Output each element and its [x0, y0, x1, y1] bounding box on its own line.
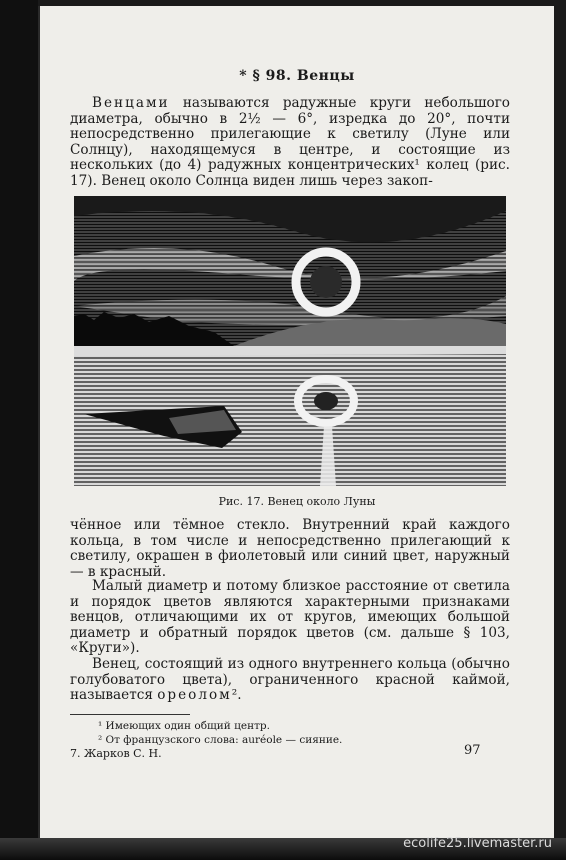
- footnote-2: ² От французского слова: auréole — сияние.: [98, 734, 343, 746]
- paragraph-1: [70, 96, 510, 190]
- watermark-text: ecolife25.livemaster.ru: [403, 836, 552, 851]
- paragraph-2: чённое или тёмное стекло. Внутренний край каждого кольца, в том числе и непосредственно прилегающий к светилу, окрашен в фиолетовый или синий цвет, наружный — в красный.: [70, 517, 510, 580]
- paragraph-4-note: ².: [231, 687, 242, 704]
- footnote-1: ¹ Имеющих один общий центр.: [98, 720, 270, 732]
- term-oreol: ореолом: [157, 687, 232, 704]
- signature-mark: 7. Жарков С. Н.: [70, 747, 162, 760]
- footnotes: [70, 714, 510, 747]
- book-spine-shadow: [0, 0, 38, 860]
- paragraph-1-text: называются радужные круги небольшого диаметра, обычно в 2½ — 6°, изредка до 20°, почти непосредственно прилегающие к светилу (Луне или Солнцу), находящемуся в центре, и состоящие из нескольких (до 4) радужных концентрических¹ колец (рис. 17). Венец около Солнца виден лишь через закоп-: [70, 95, 510, 189]
- moon-reflection: [314, 392, 338, 410]
- paragraph-4-text: Венец, состоящий из одного внутреннего кольца (обычно голубоватого цвета), ограниченного красной каймой, называется: [70, 656, 510, 704]
- figure-caption: Рис. 17. Венец около Луны: [218, 495, 376, 508]
- moon-disc: [310, 266, 342, 298]
- paragraph-3: Малый диаметр и потому близкое расстояние от светила и порядок цветов являются характерными признаками венцов, отличающими их от кругов, имеющих большой диаметр и обратный порядок цветов (см. дальше § 103, «Круги»).: [70, 578, 510, 657]
- figure-halo-around-moon: [74, 196, 506, 486]
- book-page: [38, 6, 554, 838]
- page-number: 97: [464, 743, 481, 758]
- footnote-rule: [70, 714, 190, 715]
- term-ventsy: Венцами: [92, 95, 170, 111]
- paragraph-4: [70, 657, 510, 704]
- section-heading: * § 98. Венцы: [239, 68, 355, 84]
